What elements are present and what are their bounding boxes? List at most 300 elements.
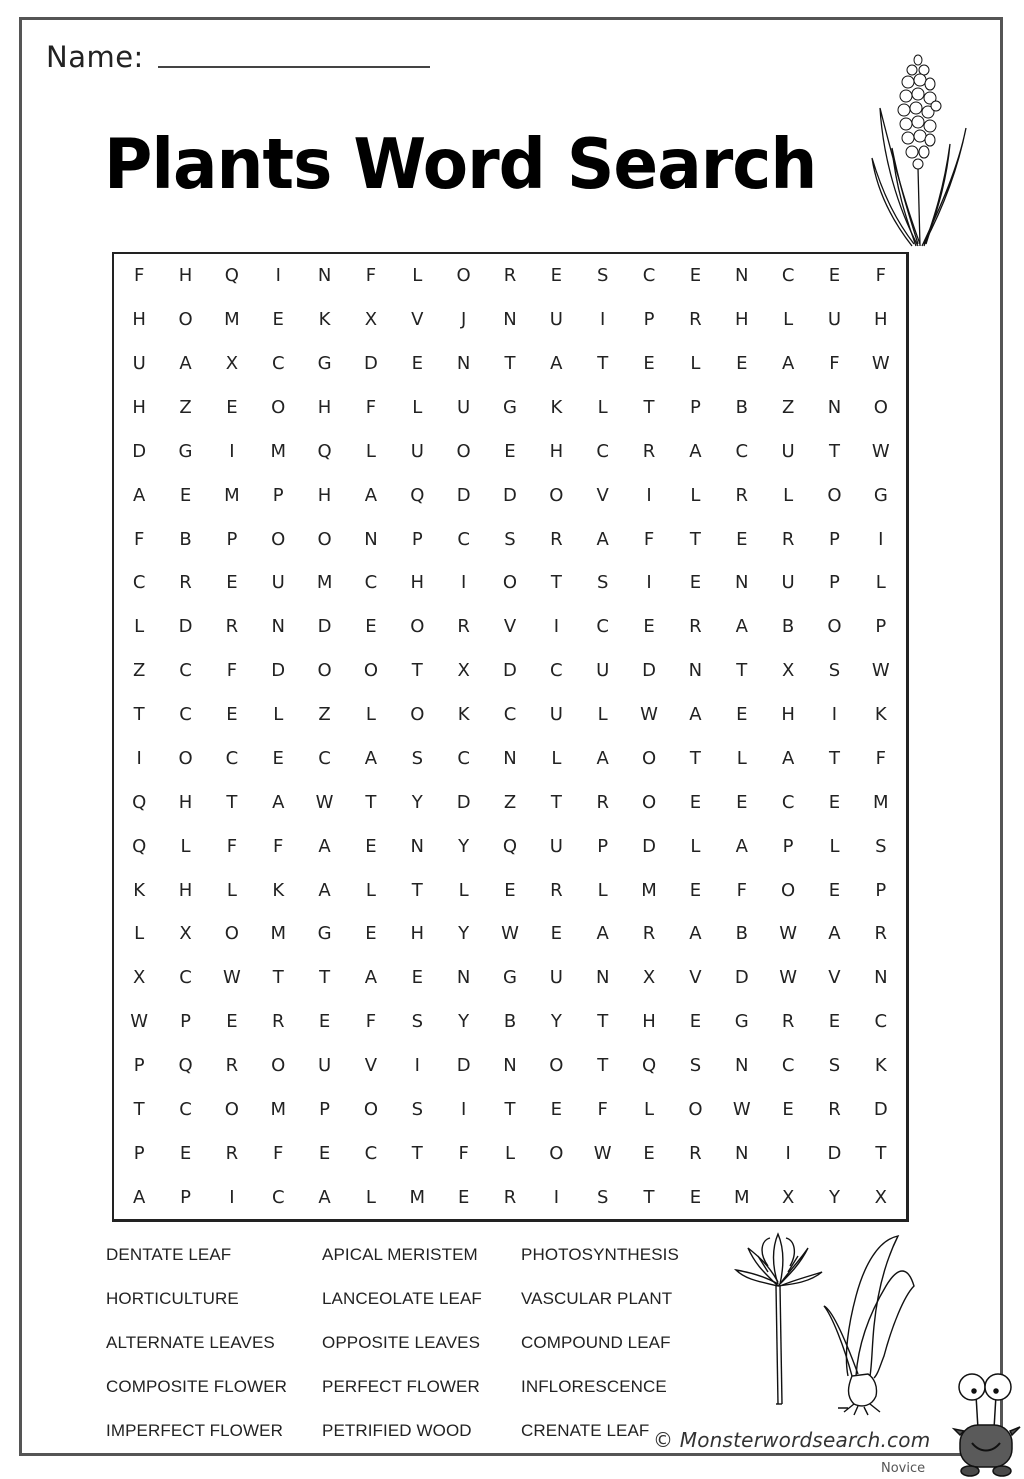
grid-letter[interactable]: O <box>178 747 193 769</box>
grid-letter[interactable]: L <box>551 747 562 769</box>
grid-letter[interactable]: A <box>596 747 609 769</box>
grid-letter[interactable]: R <box>550 528 563 550</box>
grid-letter[interactable]: K <box>272 879 285 901</box>
grid-letter[interactable]: A <box>596 528 609 550</box>
grid-letter[interactable]: M <box>409 1186 426 1208</box>
grid-letter[interactable]: C <box>781 791 795 813</box>
grid-letter[interactable]: T <box>272 967 284 989</box>
grid-letter[interactable]: B <box>735 923 748 945</box>
grid-letter[interactable]: Z <box>318 704 331 726</box>
grid-letter[interactable]: G <box>873 484 888 506</box>
grid-letter[interactable]: T <box>365 791 377 813</box>
grid-letter[interactable]: H <box>178 265 193 287</box>
grid-letter[interactable]: X <box>781 660 795 682</box>
grid-letter[interactable]: L <box>597 879 608 901</box>
grid-letter[interactable]: X <box>781 1186 795 1208</box>
grid-letter[interactable]: P <box>133 1054 145 1076</box>
grid-letter[interactable]: Z <box>503 791 517 813</box>
grid-letter[interactable]: L <box>365 879 376 901</box>
grid-letter[interactable]: P <box>689 397 701 419</box>
grid-letter[interactable]: X <box>133 967 146 989</box>
grid-letter[interactable]: A <box>550 353 563 375</box>
grid-letter[interactable]: K <box>457 704 470 726</box>
grid-letter[interactable]: S <box>828 660 841 682</box>
grid-letter[interactable]: O <box>363 1098 379 1120</box>
grid-letter[interactable]: F <box>365 397 377 419</box>
grid-letter[interactable]: L <box>783 484 794 506</box>
grid-letter[interactable]: X <box>179 923 192 945</box>
grid-letter[interactable]: A <box>689 704 702 726</box>
grid-letter[interactable]: E <box>318 1142 331 1164</box>
grid-letter[interactable]: T <box>504 1098 516 1120</box>
grid-letter[interactable]: E <box>226 397 238 419</box>
grid-letter[interactable]: L <box>458 879 469 901</box>
grid-letter[interactable]: T <box>411 1142 423 1164</box>
grid-letter[interactable]: O <box>271 397 286 419</box>
grid-letter[interactable]: D <box>734 967 749 989</box>
grid-letter[interactable]: E <box>689 1186 702 1208</box>
grid-letter[interactable]: E <box>272 747 284 769</box>
grid-letter[interactable]: R <box>781 528 795 550</box>
grid-letter[interactable]: C <box>132 572 146 594</box>
grid-letter[interactable]: F <box>226 835 238 857</box>
grid-letter[interactable]: W <box>222 967 241 989</box>
grid-letter[interactable]: L <box>690 353 701 375</box>
grid-letter[interactable]: R <box>550 879 563 901</box>
grid-letter[interactable]: A <box>781 747 795 769</box>
grid-letter[interactable]: U <box>549 309 563 331</box>
grid-letter[interactable]: C <box>781 1054 795 1076</box>
grid-letter[interactable]: M <box>733 1186 750 1208</box>
grid-letter[interactable]: A <box>272 791 285 813</box>
grid-letter[interactable]: L <box>365 704 376 726</box>
grid-letter[interactable]: S <box>596 265 609 287</box>
grid-letter[interactable]: I <box>275 265 281 287</box>
grid-letter[interactable]: O <box>549 1054 564 1076</box>
grid-letter[interactable]: A <box>781 353 795 375</box>
grid-letter[interactable]: N <box>410 835 425 857</box>
grid-letter[interactable]: H <box>132 309 146 331</box>
grid-letter[interactable]: V <box>596 484 609 506</box>
grid-letter[interactable]: E <box>643 616 655 638</box>
grid-letter[interactable]: I <box>646 484 652 506</box>
grid-letter[interactable]: L <box>783 309 794 331</box>
grid-letter[interactable]: T <box>226 791 238 813</box>
grid-letter[interactable]: I <box>229 440 235 462</box>
grid-letter[interactable]: O <box>410 616 425 638</box>
grid-letter[interactable]: G <box>317 923 332 945</box>
grid-letter[interactable]: T <box>504 353 516 375</box>
grid-letter[interactable]: O <box>781 879 796 901</box>
grid-letter[interactable]: H <box>317 397 332 419</box>
grid-letter[interactable]: P <box>643 309 655 331</box>
grid-letter[interactable]: S <box>411 1098 423 1120</box>
grid-letter[interactable]: P <box>411 528 423 550</box>
grid-letter[interactable]: C <box>179 704 192 726</box>
grid-letter[interactable]: R <box>689 309 702 331</box>
grid-letter[interactable]: R <box>828 1098 841 1120</box>
grid-letter[interactable]: U <box>317 1054 332 1076</box>
grid-letter[interactable]: Q <box>178 1054 193 1076</box>
grid-letter[interactable]: E <box>550 1098 563 1120</box>
grid-letter[interactable]: R <box>642 440 656 462</box>
grid-letter[interactable]: U <box>596 660 610 682</box>
grid-letter[interactable]: E <box>828 265 841 287</box>
grid-letter[interactable]: L <box>273 704 284 726</box>
grid-letter[interactable]: I <box>646 572 652 594</box>
grid-letter[interactable]: O <box>271 1054 286 1076</box>
grid-letter[interactable]: K <box>550 397 563 419</box>
grid-letter[interactable]: T <box>411 660 423 682</box>
grid-letter[interactable]: D <box>642 835 656 857</box>
grid-letter[interactable]: D <box>456 1054 471 1076</box>
grid-letter[interactable]: K <box>318 309 331 331</box>
grid-letter[interactable]: O <box>317 660 332 682</box>
grid-letter[interactable]: N <box>827 397 842 419</box>
grid-letter[interactable]: F <box>643 528 655 550</box>
grid-letter[interactable]: N <box>735 1054 749 1076</box>
grid-letter[interactable]: P <box>875 879 887 901</box>
grid-letter[interactable]: N <box>503 747 517 769</box>
grid-letter[interactable]: T <box>689 747 701 769</box>
grid-letter[interactable]: E <box>365 835 377 857</box>
grid-letter[interactable]: H <box>132 397 146 419</box>
grid-letter[interactable]: H <box>549 440 564 462</box>
grid-letter[interactable]: E <box>689 265 702 287</box>
grid-letter[interactable]: O <box>271 528 286 550</box>
grid-letter[interactable]: W <box>593 1142 612 1164</box>
grid-letter[interactable]: E <box>226 572 238 594</box>
grid-letter[interactable]: M <box>270 923 286 945</box>
grid-letter[interactable]: Z <box>179 397 192 419</box>
grid-letter[interactable]: C <box>642 265 656 287</box>
grid-letter[interactable]: T <box>643 397 655 419</box>
grid-letter[interactable]: E <box>272 309 284 331</box>
grid-letter[interactable]: L <box>875 572 886 594</box>
grid-letter[interactable]: Q <box>224 265 239 287</box>
grid-letter[interactable]: E <box>736 528 748 550</box>
grid-letter[interactable]: T <box>828 747 840 769</box>
grid-letter[interactable]: T <box>550 572 562 594</box>
grid-letter[interactable]: L <box>134 923 145 945</box>
grid-letter[interactable]: P <box>180 1186 191 1208</box>
grid-letter[interactable]: E <box>550 265 563 287</box>
grid-letter[interactable]: D <box>503 484 517 506</box>
grid-letter[interactable]: E <box>318 1011 331 1033</box>
grid-letter[interactable]: C <box>503 704 517 726</box>
grid-letter[interactable]: F <box>365 1011 377 1033</box>
grid-letter[interactable]: A <box>133 484 146 506</box>
grid-letter[interactable]: C <box>318 747 331 769</box>
grid-letter[interactable]: K <box>133 879 146 901</box>
grid-letter[interactable]: P <box>829 572 840 594</box>
grid-letter[interactable]: O <box>549 484 564 506</box>
grid-letter[interactable]: E <box>179 1142 192 1164</box>
grid-letter[interactable]: D <box>827 1142 842 1164</box>
grid-letter[interactable]: E <box>736 704 748 726</box>
grid-letter[interactable]: Y <box>458 923 470 945</box>
grid-letter[interactable]: W <box>315 791 334 813</box>
grid-letter[interactable]: L <box>365 1186 376 1208</box>
grid-letter[interactable]: C <box>179 1098 192 1120</box>
grid-letter[interactable]: C <box>457 747 470 769</box>
grid-letter[interactable]: E <box>411 967 423 989</box>
grid-letter[interactable]: U <box>271 572 285 594</box>
grid-letter[interactable]: A <box>133 1186 146 1208</box>
grid-letter[interactable]: A <box>318 835 331 857</box>
grid-letter[interactable]: I <box>553 616 559 638</box>
grid-letter[interactable]: I <box>831 704 838 726</box>
grid-letter[interactable]: R <box>271 1011 285 1033</box>
grid-letter[interactable]: A <box>364 484 378 506</box>
grid-letter[interactable]: Q <box>502 835 518 857</box>
grid-letter[interactable]: D <box>503 660 517 682</box>
grid-letter[interactable]: E <box>179 484 192 506</box>
grid-letter[interactable]: T <box>411 879 423 901</box>
grid-letter[interactable]: W <box>871 440 890 462</box>
grid-letter[interactable]: E <box>504 879 516 901</box>
grid-letter[interactable]: Y <box>411 791 423 813</box>
grid-letter[interactable]: P <box>875 616 887 638</box>
grid-letter[interactable]: T <box>689 528 701 550</box>
grid-letter[interactable]: Z <box>133 660 146 682</box>
grid-letter[interactable]: F <box>597 1098 608 1120</box>
grid-letter[interactable]: G <box>734 1011 749 1033</box>
grid-letter[interactable]: K <box>874 704 887 726</box>
grid-letter[interactable]: T <box>875 1142 887 1164</box>
grid-letter[interactable]: C <box>364 1142 378 1164</box>
grid-letter[interactable]: D <box>178 616 193 638</box>
grid-letter[interactable]: E <box>782 1098 794 1120</box>
grid-letter[interactable]: N <box>735 1142 749 1164</box>
grid-letter[interactable]: V <box>411 309 424 331</box>
grid-letter[interactable]: D <box>363 353 378 375</box>
grid-letter[interactable]: A <box>596 923 609 945</box>
grid-letter[interactable]: C <box>457 528 470 550</box>
grid-letter[interactable]: C <box>179 660 192 682</box>
grid-letter[interactable]: E <box>828 791 841 813</box>
grid-letter[interactable]: O <box>317 528 332 550</box>
grid-letter[interactable]: T <box>597 353 609 375</box>
grid-letter[interactable]: E <box>365 923 377 945</box>
grid-letter[interactable]: E <box>689 572 702 594</box>
grid-letter[interactable]: F <box>458 1142 469 1164</box>
grid-letter[interactable]: O <box>224 1098 239 1120</box>
grid-letter[interactable]: K <box>874 1054 887 1076</box>
grid-letter[interactable]: U <box>781 572 795 594</box>
grid-letter[interactable]: E <box>550 923 563 945</box>
grid-letter[interactable]: Q <box>132 835 147 857</box>
grid-letter[interactable]: T <box>319 967 331 989</box>
grid-letter[interactable]: E <box>226 1011 238 1033</box>
grid-letter[interactable]: N <box>364 528 378 550</box>
grid-letter[interactable]: W <box>640 704 658 726</box>
grid-letter[interactable]: E <box>504 440 516 462</box>
grid-letter[interactable]: B <box>735 397 748 419</box>
grid-letter[interactable]: F <box>133 528 145 550</box>
grid-letter[interactable]: U <box>827 309 842 331</box>
grid-letter[interactable]: M <box>224 484 240 506</box>
grid-letter[interactable]: F <box>829 353 840 375</box>
grid-letter[interactable]: C <box>735 440 749 462</box>
grid-letter[interactable]: M <box>641 879 657 901</box>
grid-letter[interactable]: C <box>364 572 378 594</box>
grid-letter[interactable]: R <box>642 923 656 945</box>
grid-letter[interactable]: D <box>317 616 332 638</box>
grid-letter[interactable]: C <box>596 440 609 462</box>
grid-letter[interactable]: N <box>735 572 749 594</box>
grid-letter[interactable]: D <box>873 1098 888 1120</box>
grid-letter[interactable]: L <box>412 265 423 287</box>
grid-letter[interactable]: N <box>735 265 749 287</box>
grid-letter[interactable]: H <box>317 484 332 506</box>
grid-letter[interactable]: I <box>229 1186 235 1208</box>
grid-letter[interactable]: C <box>271 353 285 375</box>
grid-letter[interactable]: A <box>735 616 748 638</box>
grid-letter[interactable]: M <box>316 572 333 594</box>
grid-letter[interactable]: H <box>410 572 425 594</box>
grid-letter[interactable]: P <box>180 1011 191 1033</box>
grid-letter[interactable]: P <box>133 1142 145 1164</box>
grid-letter[interactable]: Y <box>828 1186 840 1208</box>
grid-letter[interactable]: E <box>226 704 238 726</box>
grid-letter[interactable]: O <box>410 704 425 726</box>
grid-letter[interactable]: P <box>829 528 840 550</box>
grid-letter[interactable]: S <box>504 528 516 550</box>
grid-letter[interactable]: Q <box>132 791 147 813</box>
grid-letter[interactable]: E <box>689 879 702 901</box>
grid-letter[interactable]: R <box>225 1054 239 1076</box>
grid-letter[interactable]: E <box>457 1186 470 1208</box>
grid-letter[interactable]: Y <box>458 835 470 857</box>
grid-letter[interactable]: T <box>736 660 748 682</box>
grid-letter[interactable]: R <box>225 1142 239 1164</box>
grid-letter[interactable]: S <box>828 1054 841 1076</box>
grid-letter[interactable]: H <box>781 704 795 726</box>
grid-letter[interactable]: R <box>179 572 192 594</box>
grid-letter[interactable]: A <box>318 879 331 901</box>
grid-letter[interactable]: O <box>456 440 471 462</box>
grid-letter[interactable]: R <box>781 1011 795 1033</box>
grid-letter[interactable]: F <box>736 879 747 901</box>
grid-letter[interactable]: T <box>133 704 145 726</box>
grid-letter[interactable]: R <box>735 484 749 506</box>
grid-letter[interactable]: C <box>225 747 239 769</box>
grid-letter[interactable]: U <box>549 704 563 726</box>
grid-letter[interactable]: R <box>503 265 517 287</box>
grid-letter[interactable]: E <box>828 879 841 901</box>
grid-letter[interactable]: N <box>317 265 332 287</box>
grid-letter[interactable]: I <box>460 1098 467 1120</box>
grid-letter[interactable]: X <box>642 967 656 989</box>
grid-letter[interactable]: O <box>827 484 842 506</box>
grid-letter[interactable]: X <box>457 660 470 682</box>
grid-letter[interactable]: C <box>179 967 192 989</box>
grid-letter[interactable]: I <box>460 572 467 594</box>
grid-letter[interactable]: N <box>688 660 703 682</box>
grid-letter[interactable]: R <box>457 616 470 638</box>
grid-letter[interactable]: F <box>875 265 886 287</box>
grid-letter[interactable]: T <box>597 1011 609 1033</box>
grid-letter[interactable]: E <box>736 353 748 375</box>
grid-letter[interactable]: L <box>690 835 701 857</box>
grid-letter[interactable]: N <box>503 309 517 331</box>
grid-letter[interactable]: E <box>689 1011 702 1033</box>
grid-letter[interactable]: W <box>779 967 798 989</box>
grid-letter[interactable]: C <box>271 1186 285 1208</box>
name-blank-line[interactable] <box>158 66 430 68</box>
grid-letter[interactable]: I <box>553 1186 559 1208</box>
grid-letter[interactable]: S <box>875 835 887 857</box>
grid-letter[interactable]: W <box>871 660 890 682</box>
grid-letter[interactable]: C <box>596 616 609 638</box>
grid-letter[interactable]: E <box>643 1142 655 1164</box>
grid-letter[interactable]: E <box>365 616 377 638</box>
grid-letter[interactable]: U <box>457 397 471 419</box>
grid-letter[interactable]: A <box>735 835 748 857</box>
grid-letter[interactable]: O <box>224 923 239 945</box>
grid-letter[interactable]: L <box>134 616 145 638</box>
grid-letter[interactable]: I <box>414 1054 420 1076</box>
grid-letter[interactable]: Z <box>781 397 795 419</box>
grid-letter[interactable]: W <box>871 353 890 375</box>
grid-letter[interactable]: R <box>503 1186 517 1208</box>
grid-letter[interactable]: L <box>226 879 237 901</box>
grid-letter[interactable]: L <box>644 1098 655 1120</box>
grid-letter[interactable]: I <box>600 309 606 331</box>
grid-letter[interactable]: R <box>225 616 239 638</box>
grid-letter[interactable]: O <box>873 397 888 419</box>
grid-letter[interactable]: P <box>226 528 238 550</box>
grid-letter[interactable]: O <box>549 1142 564 1164</box>
grid-letter[interactable]: U <box>781 440 795 462</box>
grid-letter[interactable]: G <box>503 397 517 419</box>
grid-letter[interactable]: H <box>734 309 749 331</box>
grid-letter[interactable]: Q <box>410 484 425 506</box>
grid-letter[interactable]: D <box>456 484 471 506</box>
grid-letter[interactable]: O <box>456 265 471 287</box>
grid-letter[interactable]: P <box>272 484 284 506</box>
grid-letter[interactable]: S <box>596 1186 609 1208</box>
grid-letter[interactable]: G <box>178 440 193 462</box>
grid-letter[interactable]: T <box>643 1186 655 1208</box>
grid-letter[interactable]: W <box>779 923 798 945</box>
grid-letter[interactable]: V <box>689 967 702 989</box>
grid-letter[interactable]: C <box>781 265 795 287</box>
grid-letter[interactable]: L <box>412 397 423 419</box>
grid-letter[interactable]: M <box>873 791 889 813</box>
grid-letter[interactable]: M <box>270 1098 286 1120</box>
grid-letter[interactable]: C <box>874 1011 888 1033</box>
grid-letter[interactable]: H <box>874 309 888 331</box>
grid-letter[interactable]: D <box>271 660 286 682</box>
grid-letter[interactable]: C <box>550 660 563 682</box>
grid-letter[interactable]: W <box>501 923 519 945</box>
grid-letter[interactable]: O <box>178 309 193 331</box>
grid-letter[interactable]: O <box>641 747 657 769</box>
grid-letter[interactable]: X <box>225 353 239 375</box>
grid-letter[interactable]: L <box>365 440 376 462</box>
grid-letter[interactable]: D <box>642 660 656 682</box>
grid-letter[interactable]: L <box>736 747 747 769</box>
grid-letter[interactable]: D <box>456 791 471 813</box>
grid-letter[interactable]: L <box>597 397 608 419</box>
grid-letter[interactable]: A <box>828 923 841 945</box>
grid-letter[interactable]: P <box>597 835 609 857</box>
grid-letter[interactable]: A <box>689 440 702 462</box>
grid-letter[interactable]: L <box>597 704 608 726</box>
grid-letter[interactable]: S <box>596 572 609 594</box>
